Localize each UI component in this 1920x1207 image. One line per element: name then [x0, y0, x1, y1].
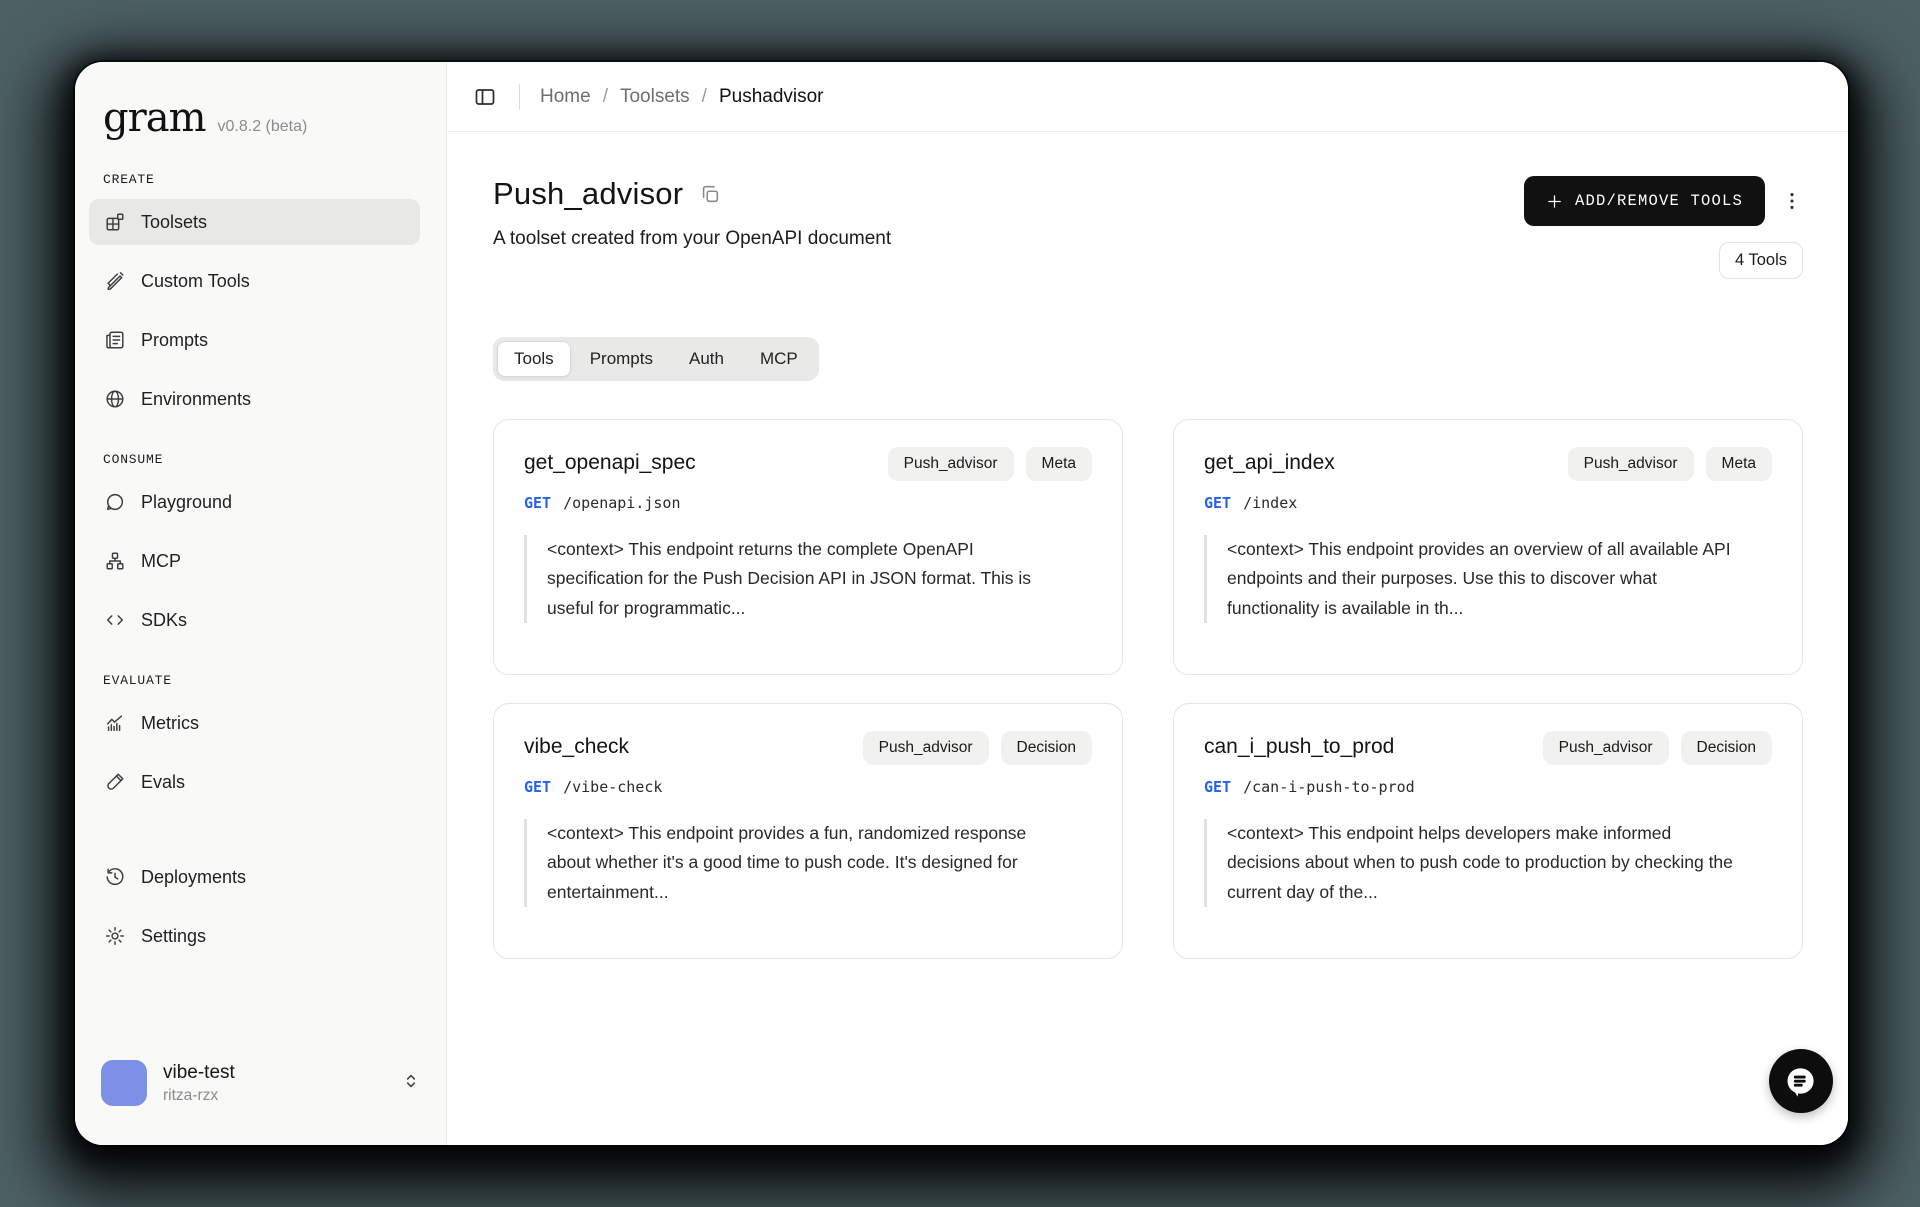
copy-icon[interactable] [699, 183, 721, 205]
breadcrumb-bar [447, 62, 1848, 132]
sidebar-item-label: Prompts [141, 329, 209, 350]
breadcrumb-separator: / [701, 85, 707, 107]
tab-prompts[interactable]: Prompts [589, 349, 653, 368]
tool-name: get_openapi_spec [524, 451, 696, 474]
sidebar-item-label: Custom Tools [141, 270, 250, 291]
sidebar-item-label: MCP [141, 550, 181, 571]
sidebar-item-evals[interactable] [89, 759, 420, 805]
toolset-badge: Push_advisor [1543, 731, 1669, 765]
sidebar-item-label: Playground [141, 491, 233, 512]
tool-name: get_api_index [1204, 451, 1335, 474]
org-name: vibe-test [163, 1061, 235, 1083]
tool-name: vibe_check [524, 735, 630, 758]
gram-logo: gram [103, 95, 206, 141]
settings-icon [103, 924, 127, 948]
chat-fab-button[interactable] [1769, 1049, 1833, 1113]
sidebar-item-environments[interactable] [89, 376, 420, 422]
tool-name: can_i_push_to_prod [1204, 735, 1395, 758]
breadcrumb-toolsets[interactable]: Toolsets [619, 85, 690, 107]
tool-cards-grid [493, 419, 1803, 959]
tab-tools[interactable]: Tools [497, 341, 571, 377]
tool-card-get-openapi-spec[interactable] [493, 419, 1123, 675]
sidebar-item-metrics[interactable] [89, 700, 420, 746]
category-badge: Decision [1001, 731, 1092, 765]
chevron-up-down-icon[interactable] [401, 1071, 421, 1096]
tools-count-badge: 4 Tools [1719, 242, 1803, 279]
breadcrumb-separator: / [602, 85, 608, 107]
sidebar-item-label: Environments [141, 388, 252, 409]
org-id: ritza-rzx [163, 1086, 219, 1104]
tool-description: <context> This endpoint provides a fun, randomized response about whether it's a good time to push code. It's designed for entertainment... [524, 819, 1064, 907]
breadcrumb-home[interactable]: Home [540, 85, 591, 107]
org-texts [163, 1062, 385, 1105]
category-badge: Meta [1706, 447, 1772, 481]
version-label: v0.8.2 (beta) [217, 118, 308, 135]
sidebar-item-label: Settings [141, 925, 207, 946]
tool-card-can-i-push-to-prod[interactable] [1173, 703, 1803, 959]
evals-icon [103, 770, 127, 794]
sidebar-item-mcp[interactable] [89, 538, 420, 584]
sidebar-nav [75, 142, 446, 1145]
sidebar-item-label: Toolsets [141, 211, 208, 232]
sidebar-item-label: Deployments [141, 866, 247, 887]
org-avatar [101, 1060, 147, 1106]
tool-description: <context> This endpoint returns the complete OpenAPI specification for the Push Decision API in JSON format. This is useful for programmatic... [524, 535, 1064, 623]
prompts-icon [103, 328, 127, 352]
custom-tools-icon [103, 269, 127, 293]
mcp-icon [103, 549, 127, 573]
toolset-badge: Push_advisor [888, 447, 1014, 481]
page-title: Push_advisor [493, 176, 684, 211]
page-header [493, 176, 1803, 279]
toolset-badge: Push_advisor [863, 731, 989, 765]
nav-spacer [89, 818, 420, 854]
http-method: GET [1204, 778, 1232, 796]
http-method: GET [524, 494, 552, 512]
sidebar-item-toolsets[interactable] [89, 199, 420, 245]
endpoint-path: /index [1243, 494, 1298, 512]
org-switcher[interactable] [75, 1031, 445, 1145]
http-method: GET [1204, 494, 1232, 512]
category-badge: Meta [1026, 447, 1092, 481]
section-label-evaluate: EVALUATE [103, 673, 172, 688]
sidebar-item-settings[interactable] [89, 913, 420, 959]
tool-description: <context> This endpoint provides an overview of all available API endpoints and their purposes. Use this to discover what functionality is available in th... [1204, 535, 1744, 623]
tab-mcp[interactable]: MCP [759, 349, 798, 368]
sidebar-toggle-icon[interactable] [473, 84, 499, 110]
toolsets-icon [103, 210, 127, 234]
divider [519, 84, 520, 110]
sidebar-item-label: Metrics [141, 712, 199, 733]
category-badge: Decision [1681, 731, 1772, 765]
toolset-badge: Push_advisor [1568, 447, 1694, 481]
logo-block [75, 62, 446, 142]
content [447, 132, 1848, 1145]
deployments-icon [103, 865, 127, 889]
endpoint-path: /openapi.json [563, 494, 681, 512]
sidebar-item-label: Evals [141, 771, 186, 792]
endpoint-path: /can-i-push-to-prod [1243, 778, 1415, 796]
tool-card-get-api-index[interactable] [1173, 419, 1803, 675]
sidebar-item-sdks[interactable] [89, 597, 420, 643]
tool-card-vibe-check[interactable] [493, 703, 1123, 959]
breadcrumb-current: Pushadvisor [718, 85, 824, 107]
kebab-menu-icon[interactable] [1781, 190, 1803, 212]
sdks-icon [103, 608, 127, 632]
plus-icon [1546, 193, 1563, 210]
app-window [75, 62, 1848, 1145]
sidebar-item-label: SDKs [141, 609, 188, 630]
add-remove-tools-button[interactable]: ADD/REMOVE TOOLS [1524, 176, 1765, 226]
tool-description: <context> This endpoint helps developers make informed decisions about when to push code to production by checking the current day of the... [1204, 819, 1744, 907]
environments-icon [103, 387, 127, 411]
page-subtitle: A toolset created from your OpenAPI document [493, 228, 892, 249]
sidebar-item-deployments[interactable] [89, 854, 420, 900]
endpoint-path: /vibe-check [563, 778, 663, 796]
section-label-create: CREATE [103, 172, 155, 187]
tab-bar [493, 337, 819, 381]
sidebar-item-prompts[interactable] [89, 317, 420, 363]
tab-auth[interactable]: Auth [688, 349, 724, 368]
metrics-icon [103, 711, 127, 735]
playground-icon [103, 490, 127, 514]
http-method: GET [524, 778, 552, 796]
chat-bubble-icon [1783, 1063, 1819, 1099]
sidebar-item-playground[interactable] [89, 479, 420, 525]
sidebar [75, 62, 447, 1145]
breadcrumb [540, 86, 824, 108]
sidebar-item-custom-tools[interactable] [89, 258, 420, 304]
section-label-consume: CONSUME [103, 452, 164, 467]
main-area [447, 62, 1848, 1145]
